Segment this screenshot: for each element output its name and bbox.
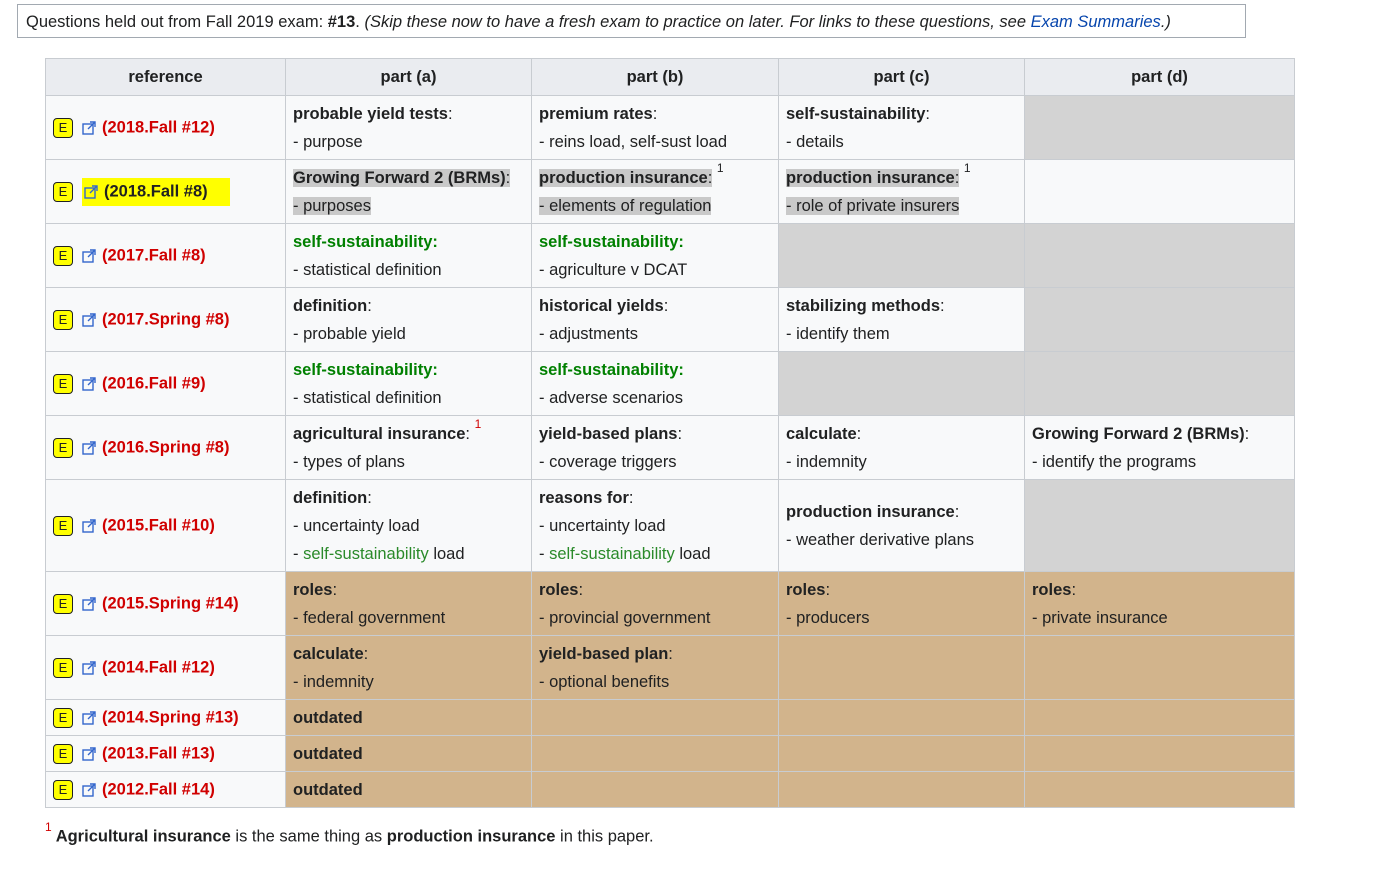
exam-summaries-link[interactable]: Exam Summaries (1030, 13, 1161, 31)
footnote-ref[interactable]: 1 (963, 160, 971, 175)
self-sustainability-link[interactable]: self-sustainability (303, 544, 429, 563)
part-d-cell (1025, 480, 1295, 572)
subtopic: - provincial government (539, 608, 711, 627)
part-c-cell (779, 572, 1025, 636)
reference-cell (46, 480, 286, 572)
part-d-cell (1025, 288, 1295, 352)
part-a-cell (286, 224, 532, 288)
external-link-icon[interactable] (82, 711, 96, 725)
part-d-cell (1025, 352, 1295, 416)
part-a-cell (286, 636, 532, 700)
reference-link[interactable]: (2018.Fall #12) (102, 118, 215, 137)
part-b-cell (532, 700, 779, 736)
external-link-icon[interactable] (82, 121, 96, 135)
footnote (45, 820, 654, 847)
subtopic: - producers (786, 608, 870, 627)
highlight (82, 178, 230, 206)
subtopic: - private insurance (1032, 608, 1168, 627)
part-b-cell (532, 636, 779, 700)
table-row (46, 160, 1295, 224)
colon: : (447, 104, 453, 123)
reference-link[interactable]: (2015.Spring #14) (102, 594, 239, 613)
part-c-cell (779, 352, 1025, 416)
topic: roles (786, 580, 826, 599)
subtopic: - optional benefits (539, 672, 670, 691)
topic: calculate (786, 424, 857, 443)
subtopic: - probable yield (293, 324, 406, 343)
footnote-bold-2: production insurance (386, 827, 556, 846)
external-link-icon[interactable] (82, 441, 96, 455)
table-row (46, 96, 1295, 160)
colon: : (940, 296, 945, 315)
exam-e-button[interactable]: E (53, 658, 73, 678)
part-b-cell (532, 416, 779, 480)
part-a-cell (286, 700, 532, 736)
reference-cell (46, 636, 286, 700)
subtopic: - purpose (293, 132, 363, 151)
exam-questions-table (45, 58, 1295, 808)
part-d-cell (1025, 636, 1295, 700)
subtopic: - reins load, self-sust load (539, 132, 728, 151)
part-b-cell (532, 480, 779, 572)
part-d-cell (1025, 224, 1295, 288)
part-b-cell (532, 288, 779, 352)
notice-italic (364, 13, 1170, 31)
subtopic: - details (786, 132, 844, 151)
external-link-icon[interactable] (82, 783, 96, 797)
header-reference: reference (46, 59, 286, 96)
notice-question: #13 (327, 13, 356, 31)
topic: roles (1032, 580, 1072, 599)
notice-prefix: Questions held out from Fall 2019 exam: (26, 13, 328, 31)
reference-cell (46, 288, 286, 352)
part-c-cell (779, 96, 1025, 160)
part-d-cell (1025, 96, 1295, 160)
subtopic: - uncertainty load (539, 516, 666, 535)
part-a-cell (286, 736, 532, 772)
part-a-cell (286, 160, 532, 224)
part-d-cell (1025, 416, 1295, 480)
colon: : (367, 296, 372, 315)
reference-link[interactable]: (2014.Spring #13) (102, 708, 239, 727)
part-a-cell (286, 572, 532, 636)
external-link-icon[interactable] (82, 597, 96, 611)
table-row (46, 700, 1295, 736)
part-d-cell (1025, 572, 1295, 636)
table-row (46, 224, 1295, 288)
subtopic: - statistical definition (293, 260, 442, 279)
topic: production insurance (539, 168, 708, 187)
footnote-end: in this paper. (555, 827, 654, 846)
exam-e-button[interactable]: E (53, 246, 73, 266)
notice-period: . (355, 13, 365, 31)
colon: : (332, 580, 338, 599)
part-a-cell (286, 772, 532, 808)
topic: premium rates (539, 104, 653, 123)
part-c-cell (779, 224, 1025, 288)
colon: : (856, 424, 862, 443)
colon: : (663, 296, 669, 315)
subtopic: - weather derivative plans (786, 530, 975, 549)
colon: : (668, 644, 673, 663)
part-c-cell (779, 160, 1025, 224)
colon: : (367, 488, 372, 507)
reference-cell (46, 224, 286, 288)
subtopic: - coverage triggers (539, 452, 677, 471)
subtopic: - adverse scenarios (539, 388, 683, 407)
topic: historical yields (539, 296, 664, 315)
reference-cell (46, 416, 286, 480)
topic: Growing Forward 2 (BRMs) (1032, 424, 1245, 443)
colon: : (954, 502, 960, 521)
colon: : (505, 168, 511, 187)
colon: : (825, 580, 831, 599)
topic: definition (293, 296, 368, 315)
external-link-icon[interactable] (82, 313, 96, 327)
colon: : (677, 424, 683, 443)
topic: production insurance (786, 168, 955, 187)
part-c-cell (779, 416, 1025, 480)
header-part-c: part (c) (779, 59, 1025, 96)
external-link-icon[interactable] (82, 377, 96, 391)
exam-e-button[interactable]: E (53, 594, 73, 614)
exam-e-button[interactable]: E (53, 310, 73, 330)
part-d-cell (1025, 160, 1295, 224)
colon: : (925, 104, 930, 123)
external-link-icon[interactable] (82, 519, 96, 533)
part-b-cell (532, 736, 779, 772)
part-c-cell (779, 288, 1025, 352)
part-b-cell (532, 96, 779, 160)
colon: : (1071, 580, 1077, 599)
exam-e-button[interactable]: E (53, 516, 73, 536)
reference-link[interactable]: (2014.Fall #12) (102, 658, 215, 677)
table-row (46, 352, 1295, 416)
topic: stabilizing methods (786, 296, 941, 315)
topic: outdated (293, 708, 363, 727)
exam-e-button[interactable]: E (53, 182, 73, 202)
subtopic: - statistical definition (293, 388, 442, 407)
part-a-cell (286, 288, 532, 352)
part-d-cell (1025, 772, 1295, 808)
colon: : (707, 168, 713, 187)
table-row (46, 416, 1295, 480)
reference-link[interactable]: (2016.Fall #9) (102, 374, 206, 393)
subtopic: - types of plans (293, 452, 405, 471)
header-part-a: part (a) (286, 59, 532, 96)
subtopic-tail: load (428, 544, 465, 563)
topic: self-sustainability: (293, 360, 438, 379)
topic: definition (293, 488, 368, 507)
holdout-notice (17, 4, 1246, 38)
external-link-icon[interactable] (84, 185, 98, 199)
part-c-cell (779, 772, 1025, 808)
table-row (46, 480, 1295, 572)
subtopic: - agriculture v DCAT (539, 260, 688, 279)
table-row (46, 288, 1295, 352)
topic: yield-based plans (539, 424, 678, 443)
topic: agricultural insurance (293, 424, 466, 443)
reference-link[interactable]: (2012.Fall #14) (102, 780, 215, 799)
colon: : (363, 644, 369, 663)
footnote-mid: is the same thing as (230, 827, 387, 846)
exam-e-button[interactable]: E (53, 744, 73, 764)
table-row (46, 572, 1295, 636)
subtopic: - identify the programs (1032, 452, 1197, 471)
part-a-cell (286, 416, 532, 480)
topic: calculate (293, 644, 364, 663)
part-d-cell (1025, 736, 1295, 772)
subtopic: - federal government (293, 608, 446, 627)
reference-link[interactable]: (2016.Spring #8) (102, 438, 230, 457)
topic: roles (293, 580, 333, 599)
part-a-cell (286, 96, 532, 160)
reference-link[interactable]: (2017.Fall #8) (102, 246, 206, 265)
table-row (46, 636, 1295, 700)
exam-e-button[interactable]: E (53, 118, 73, 138)
footnote-mark: 1 (45, 820, 52, 834)
part-a-cell (286, 352, 532, 416)
reference-cell (46, 352, 286, 416)
table-row (46, 736, 1295, 772)
part-b-cell (532, 572, 779, 636)
subtopic: - identify them (786, 324, 890, 343)
reference-link[interactable]: (2017.Spring #8) (102, 310, 230, 329)
exam-e-button[interactable]: E (53, 374, 73, 394)
colon: : (652, 104, 658, 123)
part-c-cell (779, 736, 1025, 772)
reference-cell (46, 160, 286, 224)
reference-cell (46, 700, 286, 736)
table-header-row (46, 59, 1295, 96)
topic: outdated (293, 780, 363, 799)
topic: production insurance (786, 502, 955, 521)
subtopic: - purposes (293, 196, 371, 215)
topic: probable yield tests (293, 104, 448, 123)
subtopic: - indemnity (293, 672, 374, 691)
subtopic: - uncertainty load (293, 516, 420, 535)
reference-link[interactable]: (2018.Fall #8) (104, 182, 208, 201)
subtopic: - elements of regulation (539, 196, 712, 215)
part-a-cell (286, 480, 532, 572)
colon: : (1244, 424, 1250, 443)
part-d-cell (1025, 700, 1295, 736)
part-b-cell (532, 224, 779, 288)
exam-e-button[interactable]: E (53, 780, 73, 800)
footnote-bold-1: Agricultural insurance (55, 827, 231, 846)
part-b-cell (532, 160, 779, 224)
reference-link[interactable]: (2013.Fall #13) (102, 744, 215, 763)
table-row (46, 772, 1295, 808)
reference-link[interactable]: (2015.Fall #10) (102, 516, 215, 535)
footnote-ref[interactable]: 1 (474, 416, 482, 431)
external-link-icon[interactable] (82, 661, 96, 675)
part-c-cell (779, 700, 1025, 736)
notice-italic-end: .) (1160, 13, 1171, 31)
part-b-cell (532, 772, 779, 808)
footnote-ref[interactable]: 1 (716, 160, 724, 175)
external-link-icon[interactable] (82, 249, 96, 263)
reference-cell (46, 572, 286, 636)
topic: reasons for (539, 488, 629, 507)
colon: : (465, 424, 470, 443)
subtopic: - indemnity (786, 452, 867, 471)
topic: outdated (293, 744, 363, 763)
subtopic: - role of private insurers (786, 196, 960, 215)
exam-e-button[interactable]: E (53, 438, 73, 458)
part-b-cell (532, 352, 779, 416)
topic: yield-based plan (539, 644, 669, 663)
colon: : (628, 488, 634, 507)
topic: self-sustainability: (539, 360, 684, 379)
topic: self-sustainability: (539, 232, 684, 251)
exam-e-button[interactable]: E (53, 708, 73, 728)
reference-cell (46, 736, 286, 772)
colon: : (578, 580, 584, 599)
notice-italic-text: (Skip these now to have a fresh exam to practice on later. For links to these questions, see (364, 13, 1031, 31)
self-sustainability-link[interactable]: self-sustainability (549, 544, 675, 563)
subtopic-tail: load (674, 544, 711, 563)
header-part-b: part (b) (532, 59, 779, 96)
topic: self-sustainability (786, 104, 926, 123)
topic: roles (539, 580, 579, 599)
external-link-icon[interactable] (82, 747, 96, 761)
dash: - (539, 544, 550, 563)
reference-cell (46, 772, 286, 808)
part-c-cell (779, 636, 1025, 700)
dash: - (293, 544, 304, 563)
header-part-d: part (d) (1025, 59, 1295, 96)
subtopic: - adjustments (539, 324, 639, 343)
colon: : (954, 168, 960, 187)
part-c-cell (779, 480, 1025, 572)
topic: self-sustainability: (293, 232, 438, 251)
reference-cell (46, 96, 286, 160)
topic: Growing Forward 2 (BRMs) (293, 168, 506, 187)
